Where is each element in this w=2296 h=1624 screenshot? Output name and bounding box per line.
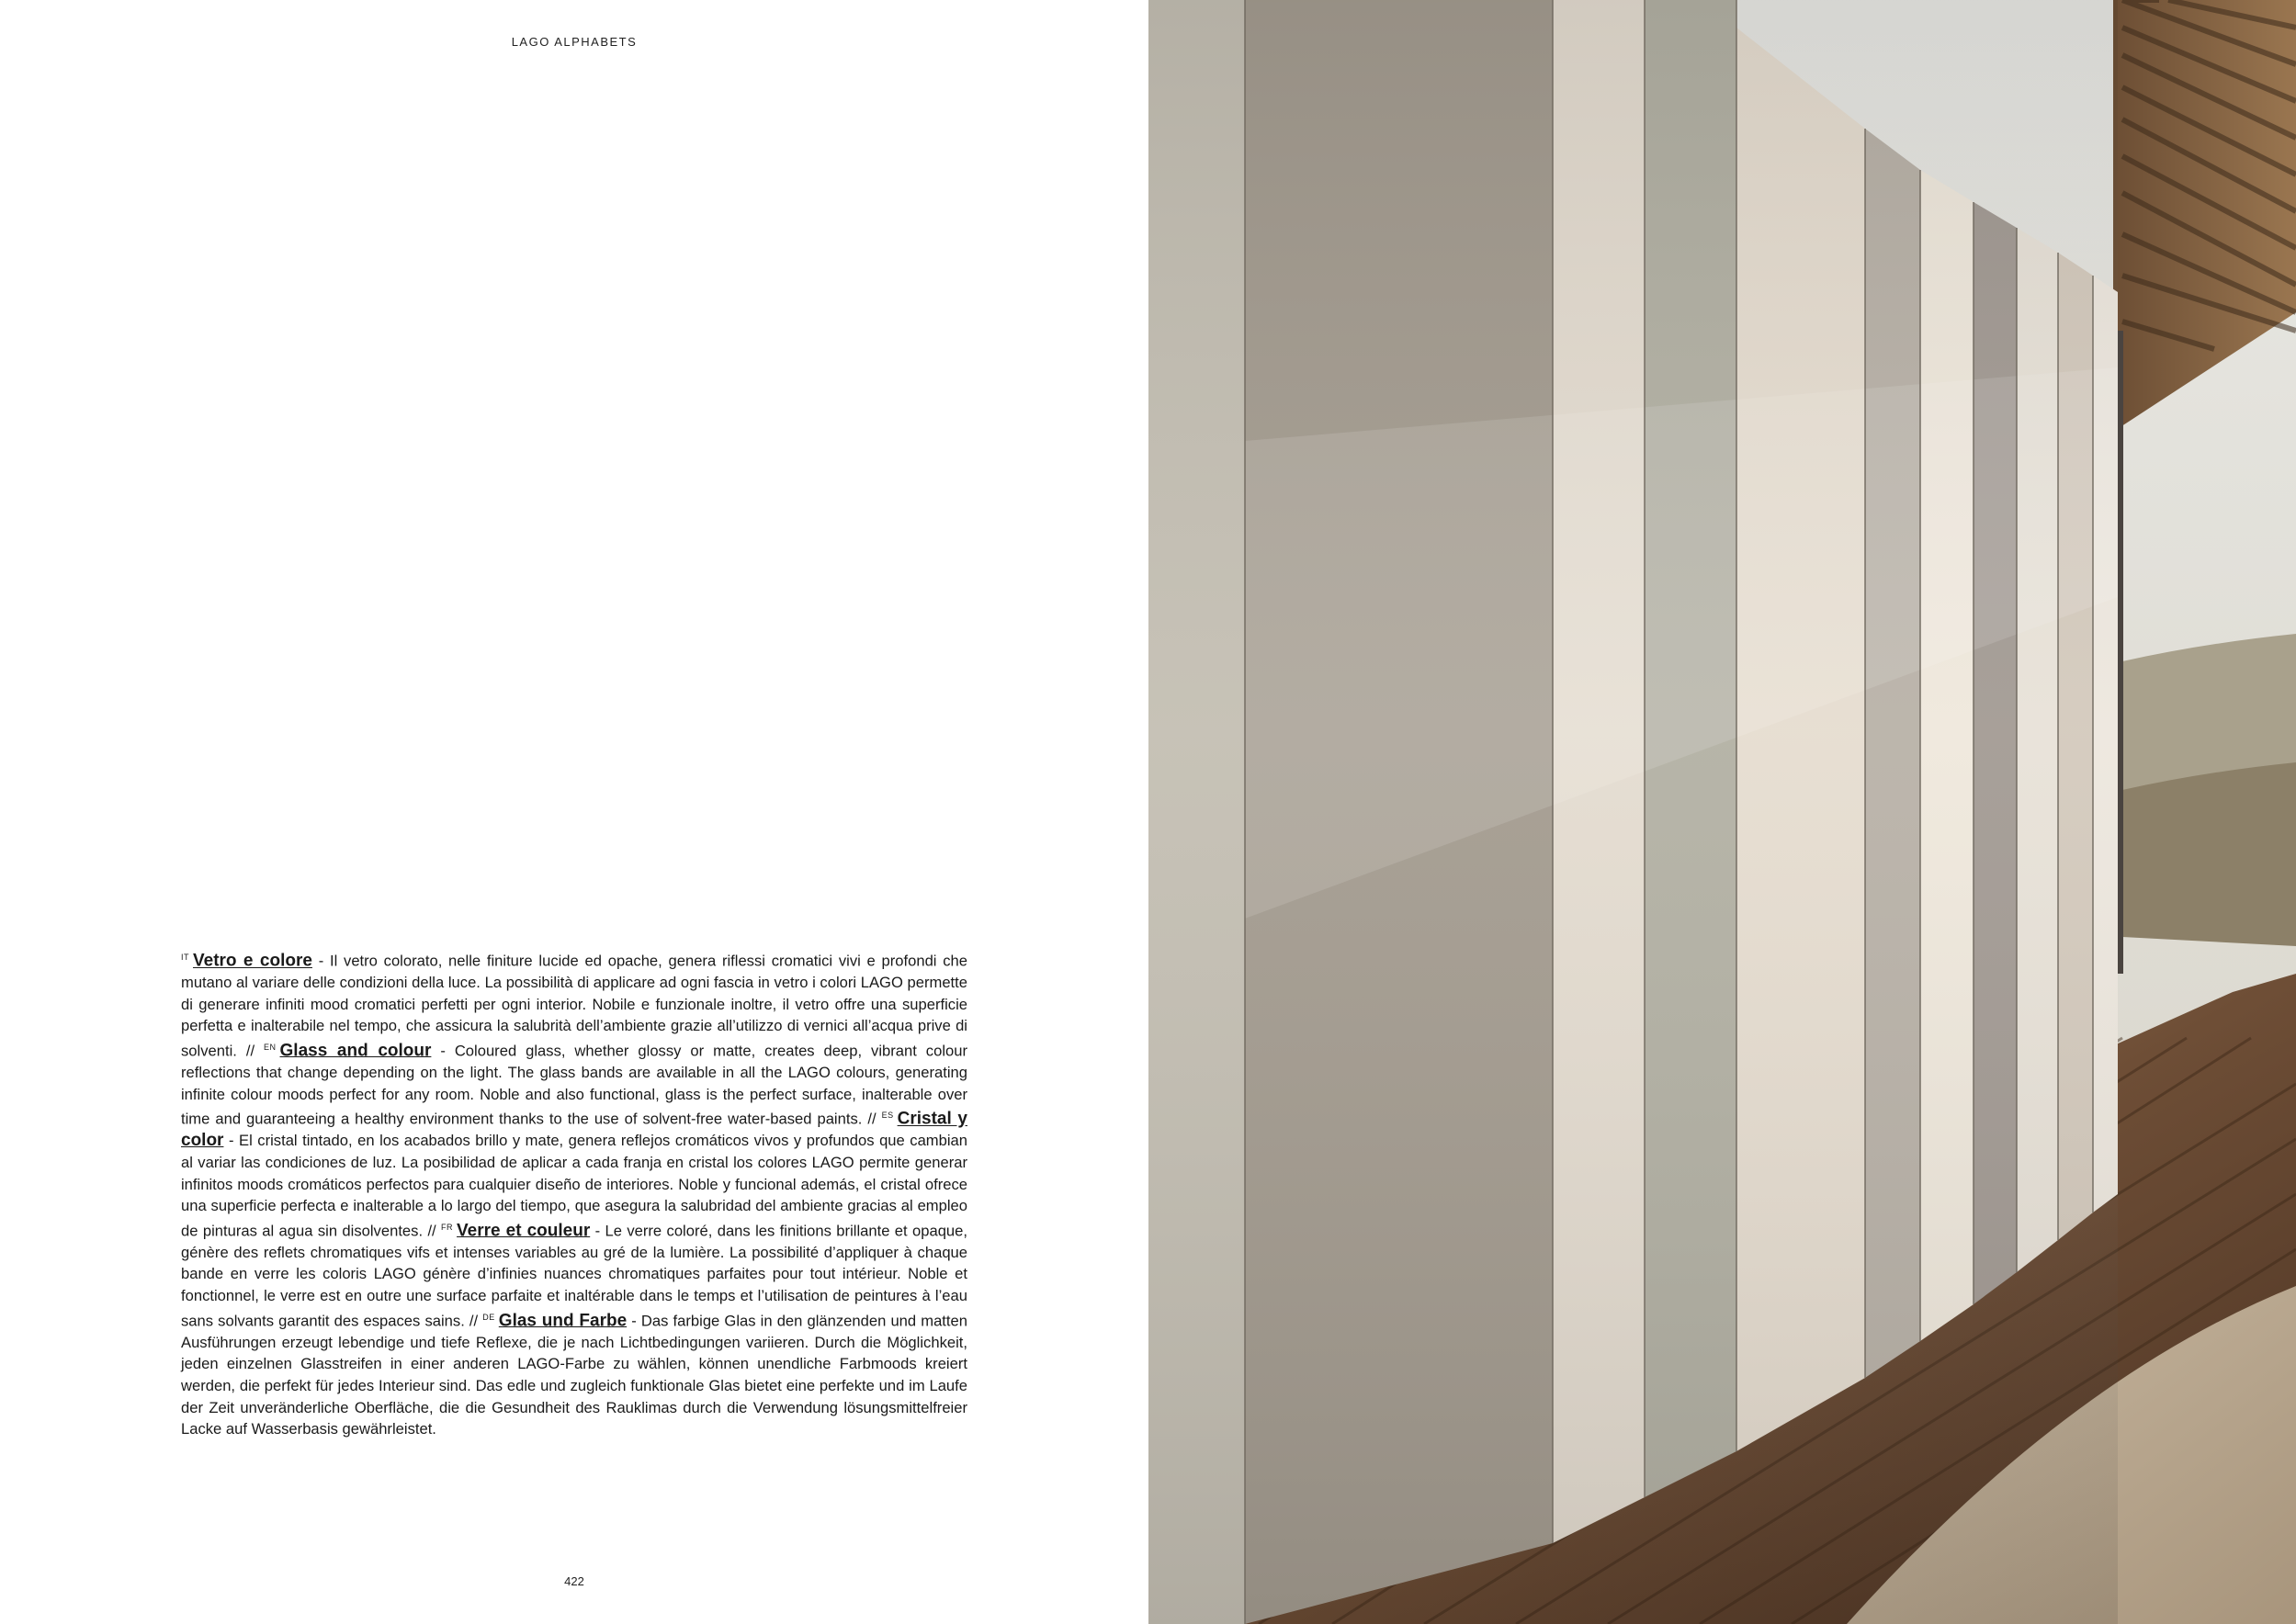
running-head: LAGO ALPHABETS xyxy=(511,35,638,49)
heading-es: Cristal y color xyxy=(181,1109,967,1151)
text-de: - Das farbige Glas in den glänzenden und matten Ausführungen erzeugt lebendige und tiefe Reflexe, die je nach Lichtbedingungen variieren. Durch die Möglichkeit, jeden einzelnen Glasstreifen in einer anderen LAGO-Farbe zu wählen, können unendliche Farbmoods kreiert werden, die perfekt für jedes Interieur sind. Das edle und zugleich funktionale Glas bietet eine perfekte und im Laufe der Zeit unveränderliche Oberfläche, die die Gesundheit des Rauklimas durch die Verwendung lösungsmittelfreier Lacke auf Wasserbasis gewährleistet. xyxy=(181,1312,967,1438)
lang-code-it: IT xyxy=(181,953,189,962)
heading-de: Glas und Farbe xyxy=(498,1311,628,1331)
lang-code-en: EN xyxy=(264,1042,277,1052)
text-en: - Coloured glass, whether glossy or matte, creates deep, vibrant colour reflections that change depending on the light. The glass bands are available in all the LAGO colours, generating infinite colour moods perfect for any room. Noble and also functional, glass is the perfect surface, inalterable over time and guaranteeing a healthy environment thanks to the use of solvent-free water-based paints. // xyxy=(181,1042,967,1128)
text-es: - El cristal tintado, en los acabados brillo y mate, genera reflejos cromáticos vivos y profundos que cambian al variar las condiciones de luz. La posibilidad de aplicar a cada franja en cristal los colores LAGO permite generar infinitos moods cromáticos perfectos para cualquier diseño de interiores. Noble y funcional además, el cristal ofrece una superficie perfecta e inalterable a lo largo del tiempo, que asegura la salubridad del ambiente gracias al empleo de pinturas al agua sin disolventes. // xyxy=(181,1132,967,1240)
page-number: 422 xyxy=(564,1574,584,1588)
lang-code-fr: FR xyxy=(441,1222,454,1232)
heading-fr: Verre et couleur xyxy=(457,1221,591,1241)
interior-photo xyxy=(1148,0,2296,1624)
text-fr: - Le verre coloré, dans les finitions brillante et opaque, génère des reflets chromatiques vifs et intenses variables au gré de la lumière. La possibilité d’appliquer à chaque bande en verre les coloris LAGO génère d’infinies nuances chromatiques parfaites pour tout intérieur. Noble et fonctionnel, le verre est en outre une surface parfaite et inaltérable dans le temps et l’utilisation de peintures à l’eau sans solvants garantit des espaces sains. // xyxy=(181,1222,968,1330)
multilingual-description xyxy=(181,947,967,1440)
lang-code-es: ES xyxy=(881,1111,894,1121)
text-it: - Il vetro colorato, nelle finiture lucide ed opache, genera riflessi cromatici vivi e profondi che mutano al variare delle condizioni della luce. La possibilità di applicare ad ogni fascia in vetro i colori LAGO permette di generare infiniti mood cromatici perfetti per ogni interior. Nobile e funzionale inoltre, il vetro offre una superficie perfetta e inalterabile nel tempo, che assicura la salubrità dell’ambiente grazie all’utilizzo di vernici all’acqua prive di solventi. // xyxy=(181,952,967,1060)
heading-en: Glass and colour xyxy=(279,1041,432,1061)
heading-it: Vetro e colore xyxy=(193,951,312,971)
lang-code-de: DE xyxy=(482,1312,495,1322)
